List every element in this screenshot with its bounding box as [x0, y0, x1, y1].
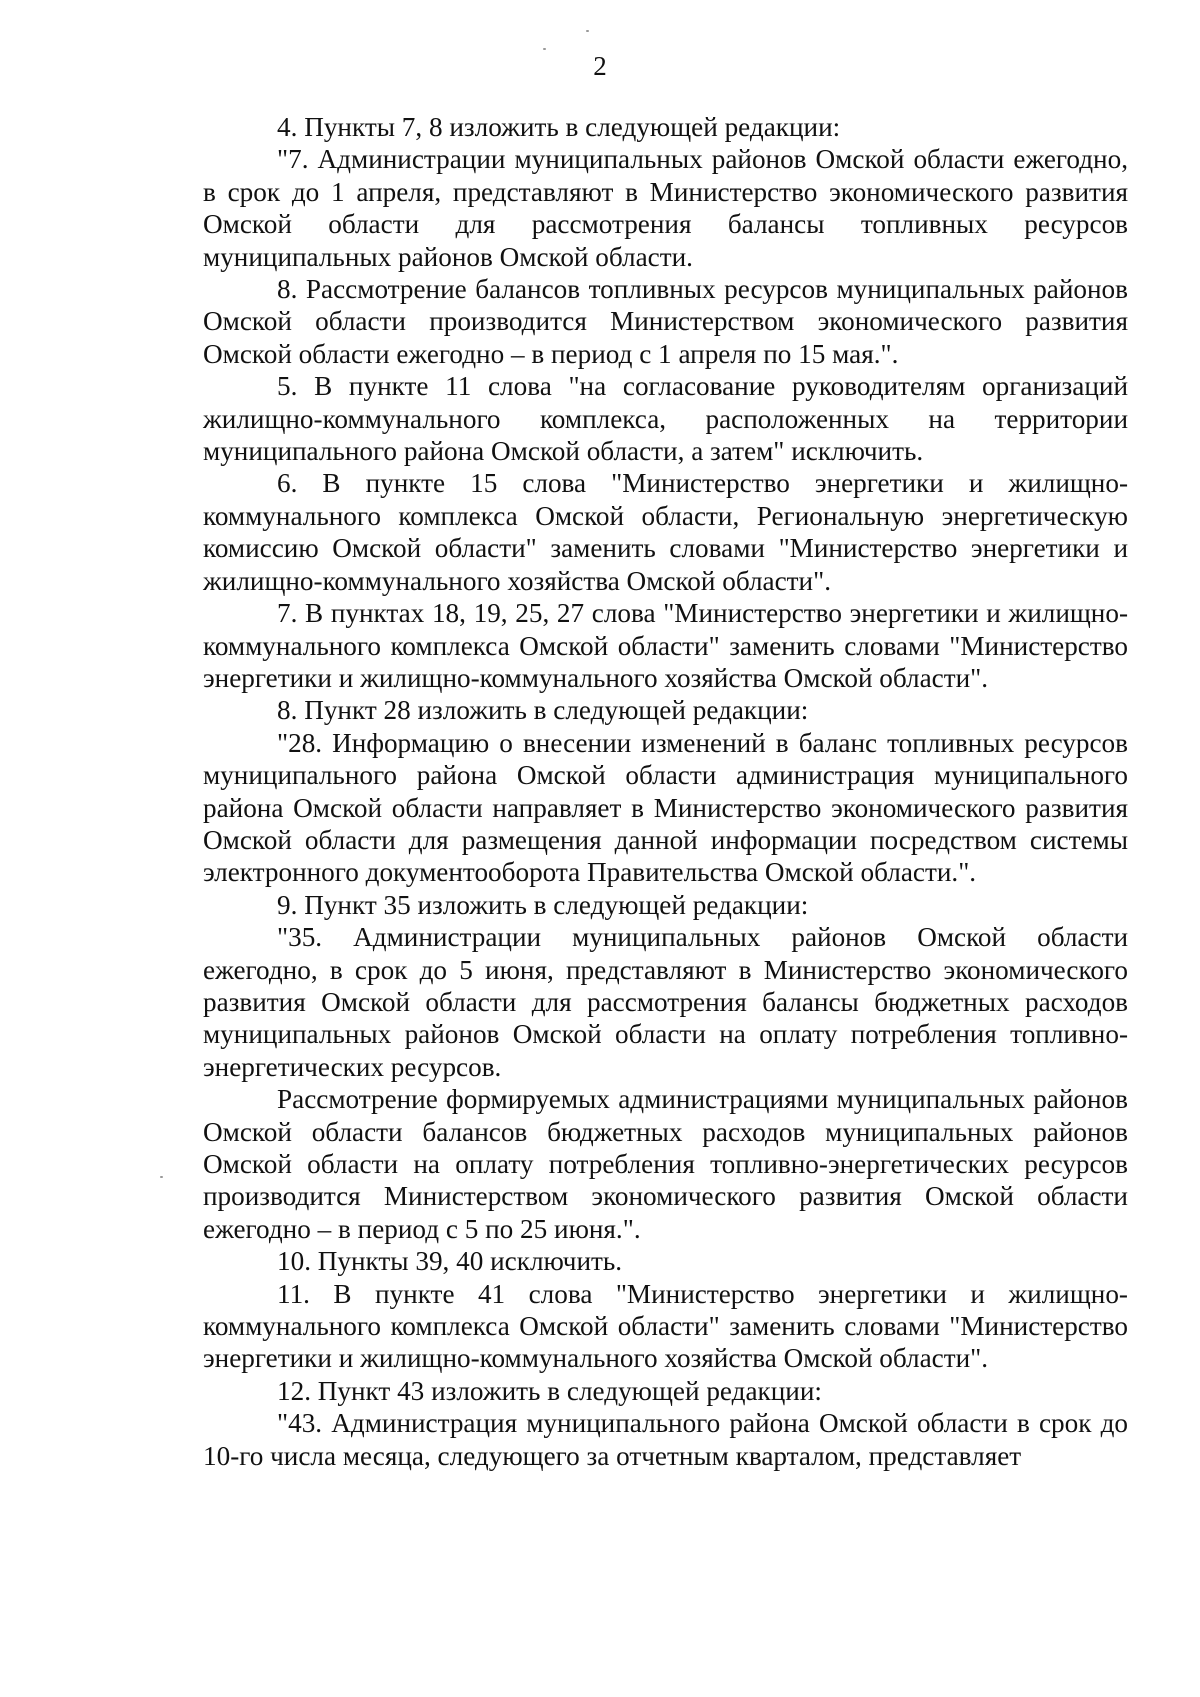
paragraph-clause-8: 8. Рассмотрение балансов топливных ресурсов муниципальных районов Омской области производится Министерством экономического развития Омской области ежегодно – в период с 1 апреля по 15 мая.". [203, 274, 1128, 369]
paragraph-item-8-header: 8. Пункт 28 изложить в следующей редакции: [277, 695, 809, 726]
paragraph-item-12-header: 12. Пункт 43 изложить в следующей редакции: [277, 1375, 822, 1406]
paragraph-clause-28: "28. Информацию о внесении изменений в баланс топливных ресурсов муниципального района Омской области администрация муниципального района Омской области направляет в Министерство экономического развития Омской области для размещения данной информации посредством системы электронного документооборота Правительства Омской области.". [203, 727, 1128, 888]
paragraph-clause-35-review: Рассмотрение формируемых администрациями муниципальных районов Омской области балансов бюджетных расходов муниципальных районов Омской области на оплату потребления топливно-энергетических ресурсов производится Министерством экономического развития Омской области ежегодно – в период с 5 по 25 июня.". [203, 1084, 1128, 1244]
paragraph-item-7: 7. В пунктах 18, 19, 25, 27 слова "Министерство энергетики и жилищно-коммунального комплекса Омской области" заменить словами "Министерство энергетики и жилищно-коммунального хозяйства Омской области". [203, 598, 1128, 693]
paragraph-clause-43: "43. Администрация муниципального района Омской области в срок до 10-го числа месяца, следующего за отчетным кварталом, представляет [203, 1408, 1128, 1471]
paragraph-item-5: 5. В пункте 11 слова "на согласование руководителям организаций жилищно-коммунального комплекса, расположенных на территории муниципального района Омской области, а затем" исключить. [203, 371, 1128, 467]
paragraph-item-10: 10. Пункты 39, 40 исключить. [277, 1246, 623, 1277]
page-number: 2 [593, 51, 607, 81]
paragraph-item-4-header: 4. Пункты 7, 8 изложить в следующей редакции: [277, 112, 841, 142]
paragraph-item-9-header: 9. Пункт 35 изложить в следующей редакции: [277, 889, 809, 920]
paragraph-clause-35: "35. Администрации муниципальных районов Омской области ежегодно, в срок до 5 июня, представляют в Министерство экономического развития Омской области для рассмотрения балансы бюджетных расходов муниципальных районов Омской области на оплату потребления топливно-энергетических ресурсов. [203, 922, 1128, 1082]
document-body [203, 111, 1128, 1472]
scan-speck [586, 30, 589, 32]
paragraph-item-6: 6. В пункте 15 слова "Министерство энергетики и жилищно-коммунального комплекса Омской области, Региональную энергетическую комиссию Омской области" заменить словами "Министерство энергетики и жилищно-коммунального хозяйства Омской области". [203, 468, 1128, 596]
scan-speck [160, 1176, 163, 1178]
paragraph-clause-7: "7. Администрации муниципальных районов Омской области ежегодно, в срок до 1 апреля, представляют в Министерство экономического развития Омской области для рассмотрения балансы топливных ресурсов муниципальных районов Омской области. [203, 144, 1128, 272]
scan-speck [543, 48, 546, 50]
paragraph-item-11: 11. В пункте 41 слова "Министерство энергетики и жилищно-коммунального комплекса Омской области" заменить словами "Министерство энергетики и жилищно-коммунального хозяйства Омской области". [203, 1278, 1128, 1374]
